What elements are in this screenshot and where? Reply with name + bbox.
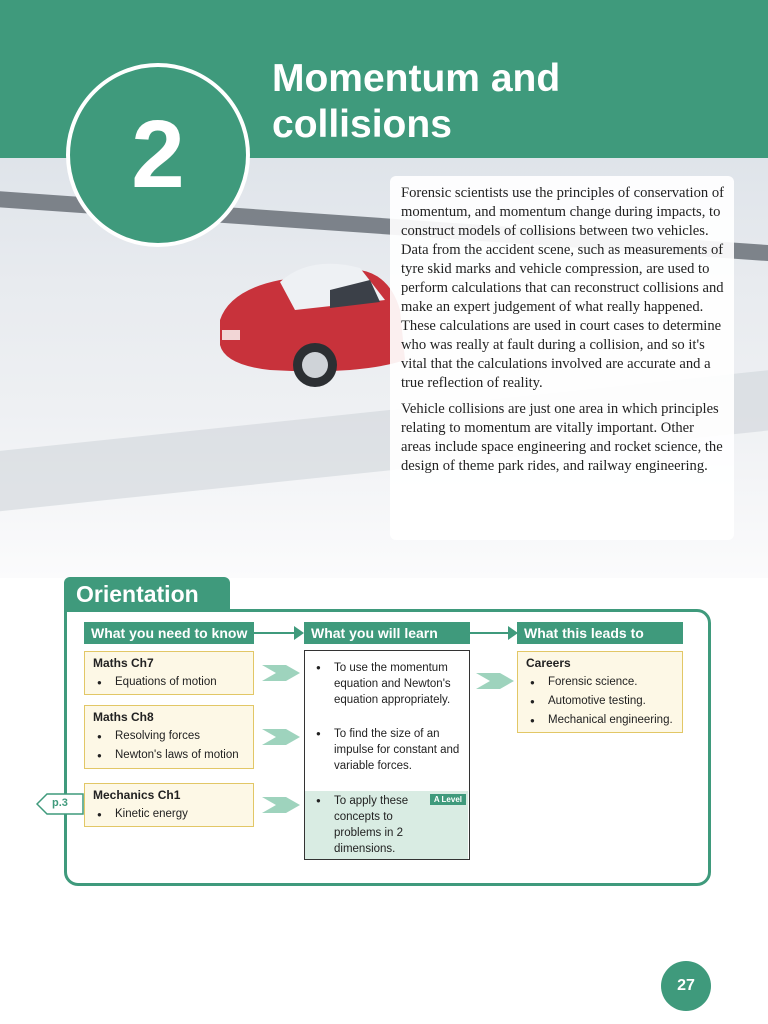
red-car-image: [210, 250, 410, 400]
learn-box: [304, 650, 470, 860]
chapter-title-line1: Momentum and: [272, 57, 561, 100]
chapter-title-line2: collisions: [272, 103, 452, 146]
page-number: 27: [661, 961, 711, 1011]
leads-item: ● Mechanical engineering.: [526, 713, 674, 728]
leads-item: ● Forensic science.: [526, 675, 674, 690]
know-box-title: Maths Ch7: [93, 656, 154, 670]
know-box-maths-ch8: [84, 705, 254, 769]
learn-item: [305, 726, 468, 774]
flow-arrowhead-2: [508, 626, 518, 640]
know-box-title: Maths Ch8: [93, 710, 154, 724]
learn-item-text: ● To apply these concepts to problems in 2 dimensions.: [305, 793, 462, 857]
leads-box-careers: [517, 651, 683, 733]
know-item: ● Equations of motion: [93, 675, 245, 690]
learn-item-text: ● To find the size of an impulse for constant and variable forces.: [305, 726, 462, 774]
know-box-mechanics-ch1: [84, 783, 254, 827]
col-heading-know: What you need to know: [84, 622, 254, 644]
learn-item-text: ● To use the momentum equation and Newton's equation appropriately.: [305, 660, 462, 708]
arrow-chevron-icon: [476, 671, 516, 691]
know-item: ● Resolving forces: [93, 729, 245, 744]
learn-item: [305, 793, 468, 857]
col-heading-leads: What this leads to: [517, 622, 683, 644]
know-item: ● Newton's laws of motion: [93, 748, 245, 763]
know-item: ● Kinetic energy: [93, 807, 245, 822]
chapter-number: 2: [131, 101, 185, 208]
alevel-badge: A Level: [430, 794, 466, 805]
flow-arrow-line-1: [254, 632, 296, 634]
arrow-chevron-icon: [262, 727, 302, 747]
chapter-number-badge: [66, 63, 250, 247]
learn-item: [305, 660, 468, 708]
chapter-title: [272, 56, 560, 148]
leads-box-title: Careers: [526, 656, 571, 670]
intro-paragraph-2: Vehicle collisions are just one area in which principles relating to momentum are vitally important. Other areas include space engineering and rocket science, the design of theme park rides, and railway engineering.: [401, 401, 723, 474]
orientation-heading: Orientation: [64, 577, 230, 611]
intro-text-box: [390, 176, 734, 540]
flow-arrowhead-1: [294, 626, 304, 640]
col-heading-learn: What you will learn: [304, 622, 470, 644]
page-ref-label[interactable]: p.3: [52, 797, 68, 809]
know-box-title: Mechanics Ch1: [93, 788, 181, 802]
leads-item: ● Automotive testing.: [526, 694, 674, 709]
flow-arrow-line-2: [470, 632, 510, 634]
arrow-chevron-icon: [262, 663, 302, 683]
know-box-maths-ch7: [84, 651, 254, 695]
intro-paragraph-1: Forensic scientists use the principles of conservation of momentum, and momentum change during impacts, to construct models of collisions between two vehicles. Data from the accident scene, such as measurements of tyre skid marks and vehicle compression, are used to perform calculations that can reconstruct collisions and make an expert judgement of what really happened. These calculations are used in court cases to determine who was really at fault during a collision, and so it's vital that the calculations involved are accurate and a true reflection of reality.: [401, 185, 725, 391]
arrow-chevron-icon: [262, 795, 302, 815]
